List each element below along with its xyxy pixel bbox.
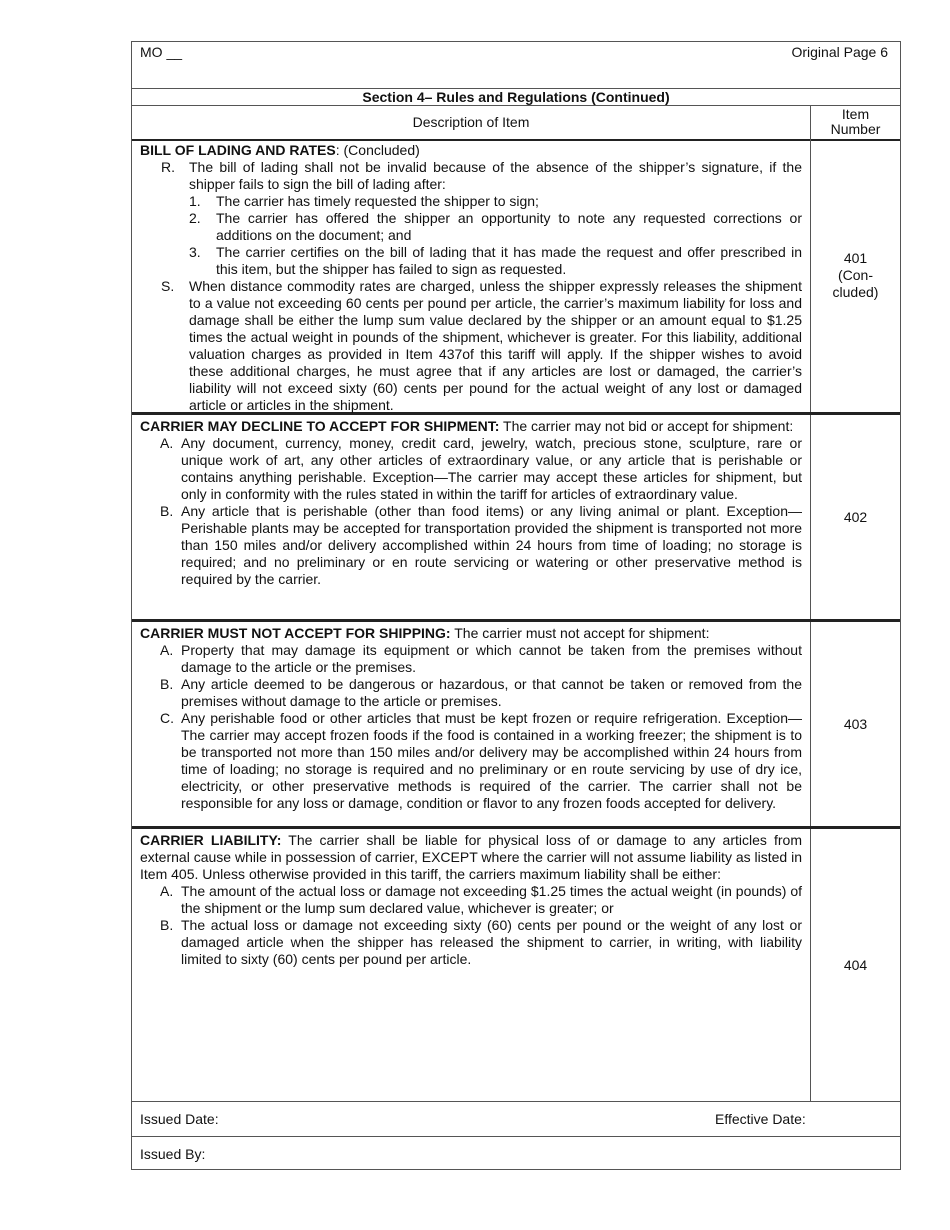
list-item: 3. The carrier certifies on the bill of lading that it has made the request and offer prescribed in this item, but the shipper has failed to sign as requested.: [189, 244, 802, 277]
list-item: C. Any perishable food or other articles that must be kept frozen or require refrigeration. Exception—The carrier may accept frozen foods if the food is contained in a working freezer; the shipment is to be transported not more than 150 miles and/or delivery may be accomplished within 24 hours from time of loading; no storage is required and no preliminary or en route servicing by use of dry ice, electricity, or other preservative methods is required of the carrier. The carrier shall not be responsible for any loss or damage, condition or flavor to any frozen foods accepted for delivery.: [160, 710, 802, 811]
list-item: R. The bill of lading shall not be invalid because of the absence of the shipper’s signature, if the shipper fails to sign the bill of lading after:: [161, 159, 802, 192]
mo-number: MO __: [140, 44, 183, 60]
item-description: CARRIER MUST NOT ACCEPT FOR SHIPPING: The carrier must not accept for shipment: A. Property that may damage its equipment or which cannot be taken from the premises without damage to the article or the premises. B. Any article deemed to be dangerous or hazardous, or that cannot be taken or removed from the premises without damage to the article or premises. C. Any perishable food or other articles that must be kept frozen or require refrigeration. Exception—The carrier may accept frozen foods if the food is contained in a working freezer; the shipment is to be transported not more than 150 miles and/or delivery may be accomplished within 24 hours from time of loading; no storage is required and no preliminary or en route servicing by use of dry ice, electricity, or other preservative methods is required of the carrier. The carrier shall not be responsible for any loss or damage, condition or flavor to any frozen foods accepted for delivery.: [140, 625, 802, 811]
item-description: CARRIER LIABILITY: The carrier shall be liable for physical loss of or damage to any articles from external cause while in possession of carrier, EXCEPT where the carrier will not assume liability as listed in Item 405. Unless otherwise provided in this tariff, the carriers maximum liability shall be either: A. The amount of the actual loss or damage not exceeding $1.25 times the actual weight (in pounds) of the shipment or the lump sum declared value, whichever is greater; or B. The actual loss or damage not exceeding sixty (60) cents per pound or the weight of any lost or damaged article when the shipper has released the shipment to carrier, in writing, with liability limited to sixty (60) cents per pound per article.: [140, 832, 802, 967]
item-number: 401 (Con- cluded): [810, 139, 900, 412]
item-title: BILL OF LADING AND RATES: [140, 142, 336, 158]
footer-dates: [132, 1101, 900, 1137]
item-description: CARRIER MAY DECLINE TO ACCEPT FOR SHIPMENT: The carrier may not bid or accept for shipment: A. Any document, currency, money, credit card, jewelry, watch, precious stone, sculpture, rare or unique work of art, any other articles of extraordinary value, or any article that is perishable or contains anything perishable. Exception—The carrier may accept these articles for shipment, but only in conformity with the rules stated in within the tariff for articles of extraordinary value. B. Any article that is perishable (other than food items) or any living animal or plant. Exception— Perishable plants may be accepted for transportation provided the shipment is transported not more than 150 miles and/or delivery accomplished within 24 hours from time of loading; no storage is required; and no preliminary or en route servicing or watering or other preservative method is required by the carrier.: [140, 418, 802, 587]
item-title: CARRIER LIABILITY:: [140, 832, 282, 848]
page-label: Original Page 6: [791, 44, 888, 60]
item-description: BILL OF LADING AND RATES: (Concluded) R. The bill of lading shall not be invalid because of the absence of the shipper’s signature, if the shipper fails to sign the bill of lading after: 1. The carrier has timely requested the shipper to sign; 2. The carrier has offered the shipper an opportunity to note any requested corrections or additions on the document; and 3. The carrier certifies on the bill of lading that it has made the request and offer prescribed in this item, but the shipper has failed to sign as requested. S. When distance commodity rates are charged, unless the shipper expressly releases the shipment to a value not exceeding 60 cents per pound per article, the carrier’s maximum liability for loss and damage shall be either the lump sum value declared by the shipper or an amount equal to $1.25 times the actual weight in pounds of the shipment, whichever is greater. For this liability, additional valuation charges as provided in Item 437of this tariff will apply. If the shipper wishes to avoid these additional charges, he must agree that if any articles are lost or damaged, the carrier’s liability will not exceed sixty (60) cents per pound for the actual weight of any lost or damaged article or articles in the shipment.: [140, 142, 802, 413]
footer-issuer: [132, 1136, 900, 1171]
item-title: CARRIER MAY DECLINE TO ACCEPT FOR SHIPMENT:: [140, 418, 500, 434]
item-number-column-header: Item Number: [810, 106, 900, 140]
item-number: 402: [810, 415, 900, 619]
section-title: Section 4– Rules and Regulations (Continued): [132, 88, 900, 106]
list-item: B. The actual loss or damage not exceeding sixty (60) cents per pound or the weight of any lost or damaged article when the shipper has released the shipment to carrier, in writing, with liability limited to sixty (60) cents per pound per article.: [160, 917, 802, 967]
list-item: B. Any article that is perishable (other than food items) or any living animal or plant. Exception— Perishable plants may be accepted for transportation provided the shipment is transported not more than 150 miles and/or delivery accomplished within 24 hours from time of loading; no storage is required; and no preliminary or en route servicing or watering or other preservative method is required by the carrier.: [160, 503, 802, 587]
item-title: CARRIER MUST NOT ACCEPT FOR SHIPPING:: [140, 625, 451, 641]
column-header: [132, 105, 900, 141]
effective-date-label: Effective Date:: [715, 1111, 806, 1127]
description-column-header: Description of Item: [412, 114, 530, 130]
list-item: S. When distance commodity rates are charged, unless the shipper expressly releases the shipment to a value not exceeding 60 cents per pound per article, the carrier’s maximum liability for loss and damage shall be either the lump sum value declared by the shipper or an amount equal to $1.25 times the actual weight in pounds of the shipment, whichever is greater. For this liability, additional valuation charges as provided in Item 437of this tariff will apply. If the shipper wishes to avoid these additional charges, he must agree that if any articles are lost or damaged, the carrier’s liability will not exceed sixty (60) cents per pound for the actual weight of any lost or damaged article or articles in the shipment.: [161, 278, 802, 413]
issued-by-label: Issued By:: [140, 1146, 206, 1162]
list-item: A. Property that may damage its equipment or which cannot be taken from the premises without damage to the article or the premises.: [160, 642, 802, 675]
item-402-row: [132, 415, 900, 622]
item-401-row: [132, 139, 900, 415]
list-item: B. Any article deemed to be dangerous or hazardous, or that cannot be taken or removed from the premises without damage to the article or premises.: [160, 676, 802, 709]
list-item: A. The amount of the actual loss or damage not exceeding $1.25 times the actual weight (in pounds) of the shipment or the lump sum declared value, whichever is greater; or: [160, 883, 802, 916]
item-number: 403: [810, 622, 900, 826]
list-item: 1. The carrier has timely requested the shipper to sign;: [189, 193, 539, 209]
list-item: 2. The carrier has offered the shipper an opportunity to note any requested corrections or additions on the document; and: [189, 210, 802, 243]
item-404-row: [132, 829, 900, 1101]
list-item: A. Any document, currency, money, credit card, jewelry, watch, precious stone, sculpture, rare or unique work of art, any other articles of extraordinary value, or any article that is perishable or contains anything perishable. Exception—The carrier may accept these articles for shipment, but only in conformity with the rules stated in within the tariff for articles of extraordinary value.: [160, 435, 802, 502]
item-403-row: [132, 622, 900, 829]
tariff-page: [131, 41, 901, 1170]
item-number: 404: [810, 829, 900, 1101]
issued-date-label: Issued Date:: [140, 1111, 219, 1127]
